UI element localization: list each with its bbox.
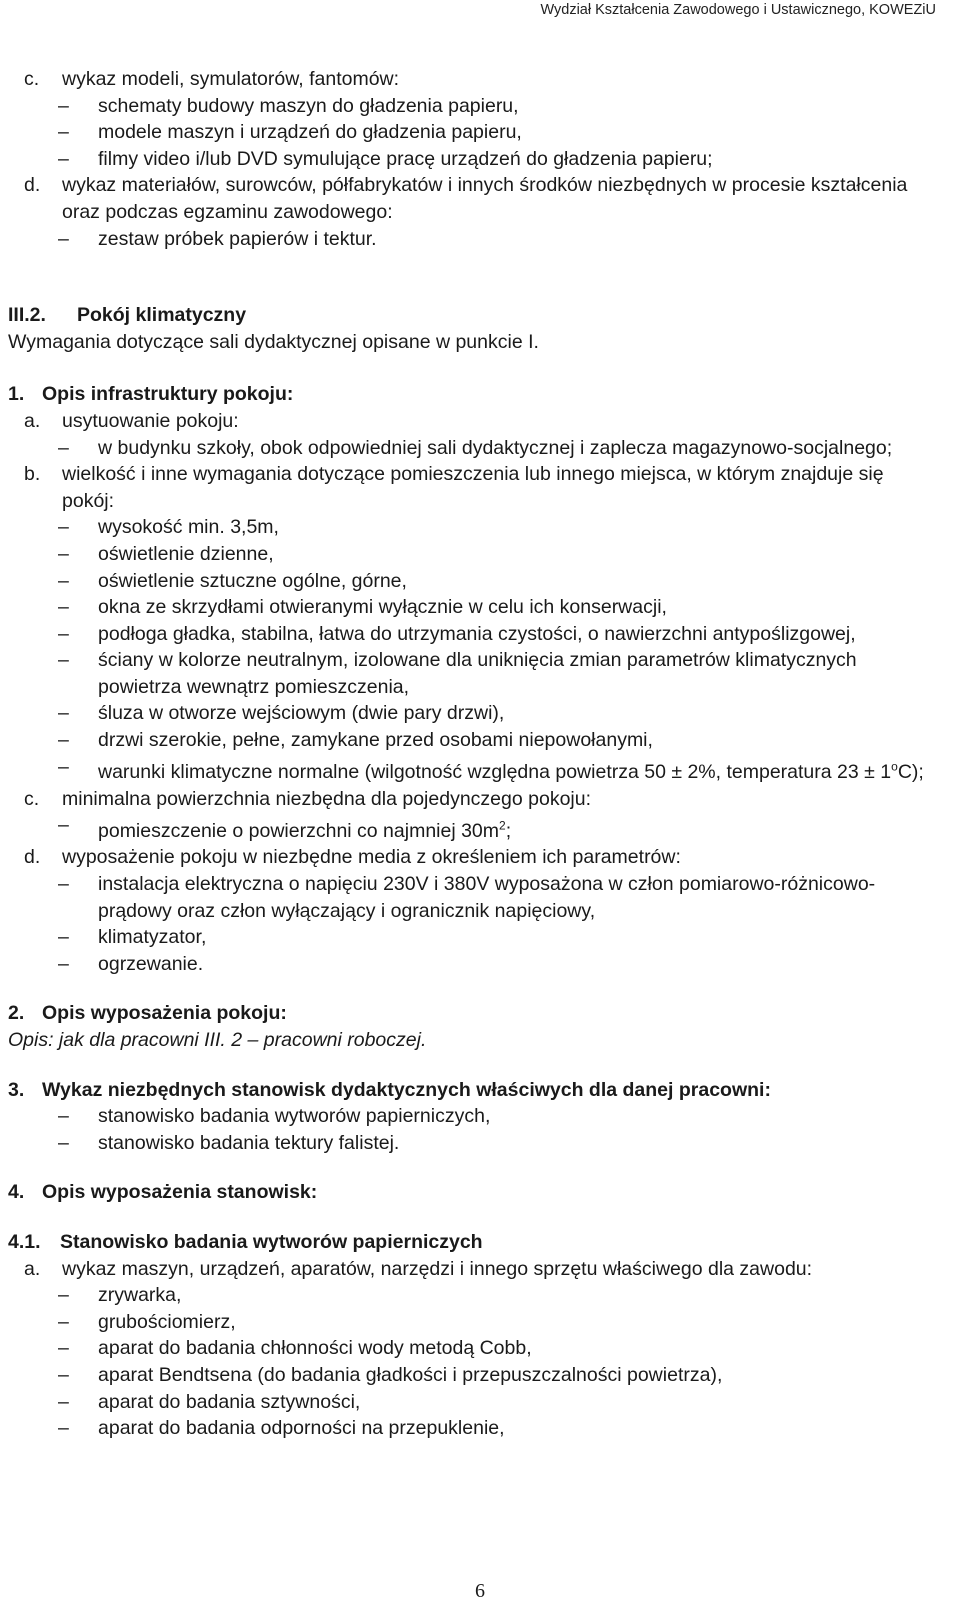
list-item-text: usytuowanie pokoju: [62, 409, 239, 432]
dash-item-text: wysokość min. 3,5m, [98, 516, 279, 539]
dash-item-text: śluza w otworze wejściowym (dwie pary drzwi), [98, 702, 505, 725]
list-item-text: minimalna powierzchnia niezbędna dla pojedynczego pokoju: [62, 787, 592, 810]
dash-item-text: zrywarka, [98, 1284, 182, 1307]
dash-marker: – [58, 926, 69, 949]
dash-item [8, 647, 938, 700]
list-item-c-area [8, 786, 938, 813]
dash-item [8, 621, 938, 648]
section-title: Opis wyposażenia stanowisk: [42, 1181, 318, 1204]
dash-item-text: schematy budowy maszyn do gładzenia papieru, [98, 94, 519, 117]
dash-marker: – [58, 814, 69, 837]
dash-marker: – [58, 147, 69, 170]
section-heading-stations-list [8, 1077, 938, 1104]
dash-item [8, 119, 938, 146]
list-marker: a. [24, 409, 41, 432]
section-number: 2. [8, 1002, 25, 1025]
list-item-text: wyposażenie pokoju w niezbędne media z określeniem ich parametrów: [62, 846, 681, 869]
list-item-text: wykaz modeli, symulatorów, fantomów: [62, 68, 400, 90]
dash-item-text: w budynku szkoły, obok odpowiedniej sali dydaktycznej i zaplecza magazynowo-socjalnego; [98, 436, 893, 459]
dash-item-text: okna ze skrzydłami otwieranymi wyłącznie w celu ich konserwacji, [98, 596, 667, 619]
section-title: Pokój klimatyczny [77, 304, 247, 327]
squared-sup: 2 [499, 818, 506, 833]
section-number: III.2. [8, 304, 46, 327]
dash-item-text: aparat do badania odporności na przepuklenie, [98, 1417, 505, 1440]
dash-item [8, 568, 938, 595]
list-item-a-location [8, 408, 938, 435]
dash-item [8, 727, 938, 754]
list-item-a-machines [8, 1256, 938, 1283]
dash-marker: – [58, 1310, 69, 1333]
list-marker: c. [24, 68, 40, 90]
dash-item-text: aparat do badania chłonności wody metodą Cobb, [98, 1337, 532, 1360]
dash-marker: – [58, 596, 69, 619]
dash-item-text: grubościomierz, [98, 1310, 236, 1333]
section-number: 4.1. [8, 1230, 41, 1253]
dash-item-text-part: warunki klimatyczne normalne (wilgotność względna powietrza 50 ± 2%, temperatura 23 ± 1 [98, 761, 892, 784]
dash-item-text [98, 820, 511, 842]
list-marker: d. [24, 846, 41, 869]
list-item-d-media [8, 844, 938, 871]
dash-marker: – [58, 94, 69, 117]
dash-item [8, 594, 938, 621]
dash-marker: – [58, 1417, 69, 1440]
dash-marker: – [58, 1284, 69, 1307]
dash-item-text [98, 761, 924, 783]
dash-marker: – [58, 755, 69, 778]
dash-item-text: ściany w kolorze neutralnym, izolowane dla uniknięcia zmian parametrów klimatycznych powietrza wewnątrz pomieszczenia, [98, 649, 857, 698]
dash-item-text-part: pomieszczenie o powierzchni co najmniej 30m [98, 819, 500, 842]
section-heading-station-41 [8, 1229, 938, 1256]
list-marker: d. [24, 174, 41, 197]
document-body [8, 66, 938, 1442]
dash-marker: – [58, 436, 69, 459]
dash-item-text: modele maszyn i urządzeń do gładzenia papieru, [98, 121, 522, 144]
dash-item-text: oświetlenie dzienne, [98, 542, 274, 565]
degree-sup: o [891, 759, 898, 774]
dash-marker: – [58, 622, 69, 645]
dash-item [8, 146, 938, 173]
section-heading-room [8, 302, 938, 329]
list-item-text: wykaz materiałów, surowców, półfabrykatów i innych środków niezbędnych w procesie kształcenia oraz podczas egzaminu zawodowego: [62, 174, 908, 223]
dash-marker: – [58, 121, 69, 144]
dash-marker: – [58, 1337, 69, 1360]
section-heading-stations-desc [8, 1179, 938, 1206]
section-title: Stanowisko badania wytworów papierniczych [60, 1230, 483, 1253]
section-number: 1. [8, 383, 25, 406]
section-heading-infrastructure [8, 381, 938, 408]
dash-marker: – [58, 569, 69, 592]
dash-item [8, 1335, 938, 1362]
dash-item [8, 812, 938, 844]
list-marker: c. [24, 787, 40, 810]
dash-item [8, 435, 938, 462]
dash-marker: – [58, 1390, 69, 1413]
dash-item-text: ogrzewanie. [98, 952, 204, 975]
list-item-text: wielkość i inne wymagania dotyczące pomieszczenia lub innego miejsca, w którym znajduje się pokój: [62, 463, 884, 512]
dash-item-text: zestaw próbek papierów i tektur. [98, 227, 377, 250]
section-subtitle: Wymagania dotyczące sali dydaktycznej opisane w punkcie I. [8, 330, 539, 353]
dash-marker: – [58, 542, 69, 565]
dash-item [8, 1389, 938, 1416]
dash-item [8, 1282, 938, 1309]
dash-marker: – [58, 702, 69, 725]
dash-item [8, 514, 938, 541]
dash-item [8, 93, 938, 120]
page-header: Wydział Kształcenia Zawodowego i Ustawicznego, KOWEZiU [540, 2, 936, 18]
dash-marker: – [58, 227, 69, 250]
dash-marker: – [58, 1105, 69, 1128]
dash-item [8, 1309, 938, 1336]
list-item-d-materials [8, 172, 938, 225]
dash-item-text: oświetlenie sztuczne ogólne, górne, [98, 569, 407, 592]
list-marker: b. [24, 463, 41, 486]
dash-item-text: klimatyzator, [98, 926, 207, 949]
dash-item [8, 1415, 938, 1442]
dash-item [8, 1130, 938, 1157]
dash-item [8, 226, 938, 253]
dash-marker: – [58, 952, 69, 975]
dash-item-text: podłoga gładka, stabilna, łatwa do utrzymania czystości, o nawierzchni antypoślizgowej, [98, 622, 856, 645]
dash-marker: – [58, 873, 69, 896]
dash-item-text: instalacja elektryczna o napięciu 230V i 380V wyposażona w człon pomiarowo-różnicowo-prądowy oraz człon wyłączający i ogranicznik napięciowy, [98, 873, 876, 922]
section-heading-equipment [8, 1000, 938, 1027]
list-marker: a. [24, 1257, 41, 1280]
dash-item-text: aparat do badania sztywności, [98, 1390, 361, 1413]
dash-item-text-part: ; [505, 819, 512, 842]
page-number: 6 [475, 1580, 485, 1602]
dash-item [8, 871, 938, 924]
section-number: 4. [8, 1181, 25, 1204]
section-title: Opis infrastruktury pokoju: [42, 383, 294, 406]
dash-item-text: stanowisko badania wytworów papierniczych, [98, 1105, 491, 1128]
dash-item [8, 700, 938, 727]
dash-item [8, 951, 938, 978]
dash-item-text-part: C); [897, 761, 924, 784]
dash-marker: – [58, 1363, 69, 1386]
dash-item-text: drzwi szerokie, pełne, zamykane przed osobami niepowołanymi, [98, 729, 653, 752]
list-item-text: wykaz maszyn, urządzeń, aparatów, narzędzi i innego sprzętu właściwego dla zawodu: [62, 1257, 813, 1280]
list-item-b-size [8, 461, 938, 514]
dash-item-text: stanowisko badania tektury falistej. [98, 1131, 400, 1154]
dash-item [8, 754, 938, 786]
section-number: 3. [8, 1078, 25, 1101]
dash-item [8, 541, 938, 568]
dash-marker: – [58, 1131, 69, 1154]
section-title: Opis wyposażenia pokoju: [42, 1002, 287, 1025]
section-title: Wykaz niezbędnych stanowisk dydaktycznych właściwych dla danej pracowni: [42, 1078, 771, 1101]
dash-item [8, 924, 938, 951]
dash-marker: – [58, 516, 69, 539]
dash-marker: – [58, 649, 69, 672]
dash-item [8, 1362, 938, 1389]
dash-item-text: aparat Bendtsena (do badania gładkości i przepuszczalności powietrza), [98, 1363, 723, 1386]
equipment-note: Opis: jak dla pracowni III. 2 – pracowni roboczej. [8, 1029, 427, 1051]
dash-marker: – [58, 729, 69, 752]
dash-item-text: filmy video i/lub DVD symulujące pracę urządzeń do gładzenia papieru; [98, 147, 713, 170]
dash-item [8, 1103, 938, 1130]
list-item-c-models [8, 66, 938, 93]
